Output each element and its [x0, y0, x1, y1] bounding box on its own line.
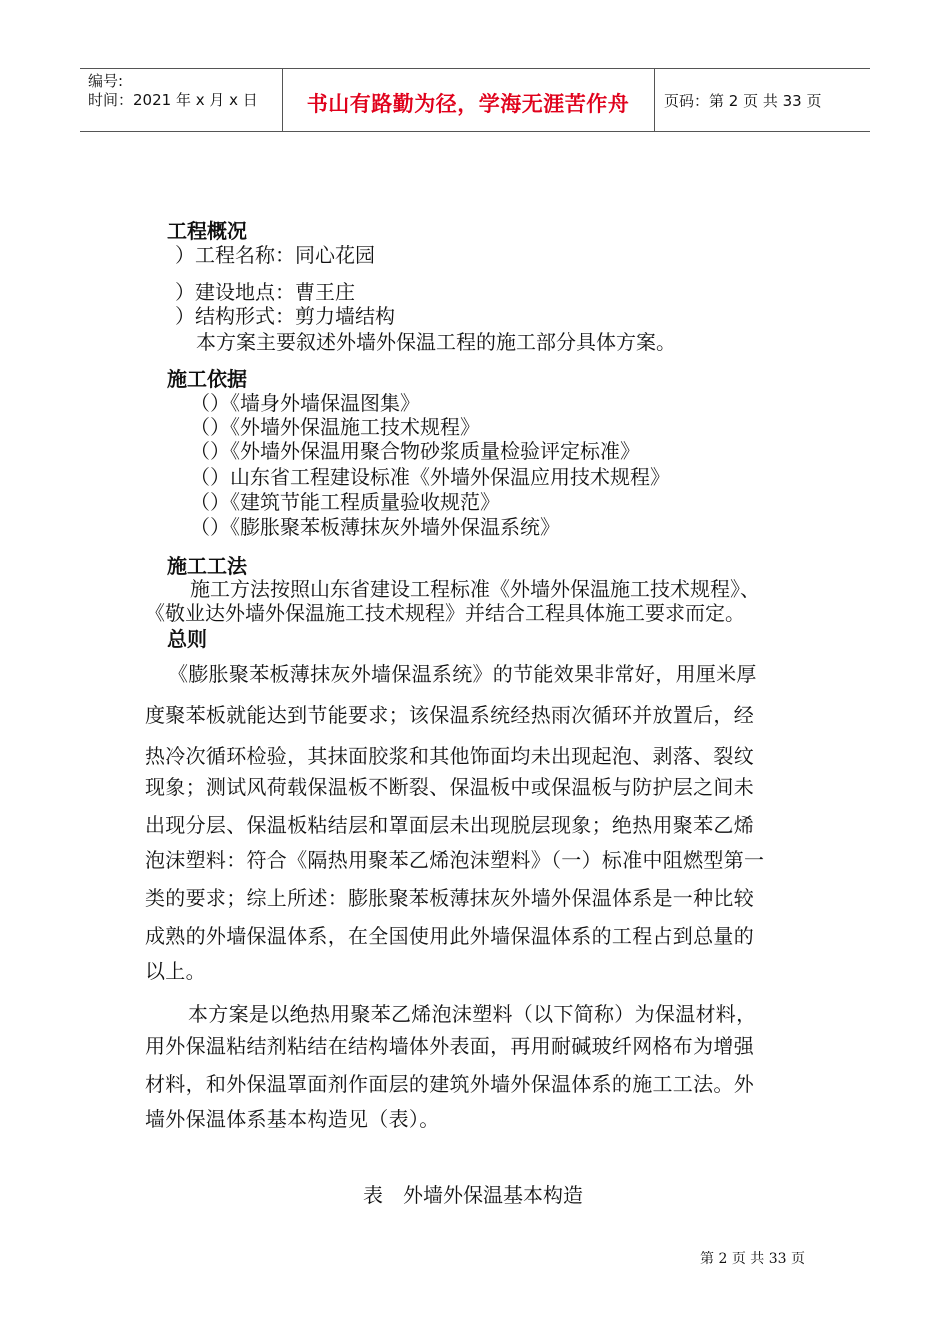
method-line: 施工方法按照山东省建设工程标准《外墙外保温施工技术规程》、	[190, 577, 760, 601]
general-paragraph-line: 本方案是以绝热用聚苯乙烯泡沫塑料（以下简称）为保温材料，	[188, 1002, 757, 1026]
basis-item: （）山东省工程建设标准《外墙外保温应用技术规程》	[190, 465, 670, 489]
general-paragraph-line: 出现分层、保温板粘结层和罩面层未出现脱层现象；绝热用聚苯乙烯	[145, 813, 754, 837]
basis-item: （）《膨胀聚苯板薄抹灰外墙外保温系统》	[190, 515, 560, 539]
overview-item: ）结构形式：剪力墙结构	[175, 304, 395, 328]
general-paragraph-line: 《膨胀聚苯板薄抹灰外墙保温系统》的节能效果非常好，用厘米厚	[168, 662, 757, 686]
basis-item: （）《外墙外保温用聚合物砂浆质量检验评定标准》	[190, 439, 640, 463]
section-title-basis: 施工依据	[167, 367, 247, 391]
basis-item: （）《外墙外保温施工技术规程》	[190, 415, 480, 439]
header-page-cell	[654, 69, 870, 131]
general-paragraph-line: 度聚苯板就能达到节能要求；该保温系统经热雨次循环并放置后，经	[145, 703, 754, 727]
overview-item: ）建设地点：曹王庄	[175, 280, 355, 304]
overview-summary: 本方案主要叙述外墙外保温工程的施工部分具体方案。	[196, 330, 676, 354]
general-paragraph-line: 材料，和外保温罩面剂作面层的建筑外墙外保温体系的施工工法。外	[145, 1072, 754, 1096]
general-paragraph-line: 成熟的外墙保温体系，在全国使用此外墙保温体系的工程占到总量的	[145, 924, 754, 948]
general-paragraph-line: 热冷次循环检验，其抹面胶浆和其他饰面均未出现起泡、剥落、裂纹	[145, 744, 754, 768]
basis-item: （）《建筑节能工程质量验收规范》	[190, 490, 500, 514]
section-title-general: 总则	[167, 627, 207, 651]
general-paragraph-line: 泡沫塑料：符合《隔热用聚苯乙烯泡沫塑料》（一）标准中阻燃型第一	[145, 848, 765, 872]
header-motto: 书山有路勤为径，学海无涯苦作舟	[306, 92, 630, 116]
method-line: 《敬业达外墙外保温施工技术规程》并结合工程具体施工要求而定。	[145, 601, 745, 625]
table-caption: 表 外墙外保温基本构造	[363, 1183, 583, 1207]
general-paragraph-line: 墙外保温体系基本构造见（表）。	[145, 1107, 440, 1131]
section-title-overview: 工程概况	[167, 219, 247, 243]
header-meta-cell	[80, 69, 283, 131]
general-paragraph-line: 以上。	[145, 959, 206, 983]
section-title-method: 施工工法	[167, 554, 247, 578]
header-motto-cell	[282, 69, 655, 131]
document-number-label: 编号:	[88, 72, 124, 90]
header-page-number: 页码：第 2 页 共 33 页	[664, 92, 822, 110]
document-date-label: 时间：2021 年 x 月 x 日	[88, 91, 258, 109]
general-paragraph-line: 现象；测试风荷载保温板不断裂、保温板中或保温板与防护层之间未	[145, 775, 754, 799]
general-paragraph-line: 类的要求；综上所述：膨胀聚苯板薄抹灰外墙外保温体系是一种比较	[145, 886, 754, 910]
basis-item: （）《墙身外墙保温图集》	[190, 391, 420, 415]
page-header	[80, 68, 870, 132]
overview-item: ）工程名称：同心花园	[175, 243, 375, 267]
general-paragraph-line: 用外保温粘结剂粘结在结构墙体外表面，再用耐碱玻纤网格布为增强	[145, 1034, 754, 1058]
footer-page-number: 第 2 页 共 33 页	[700, 1251, 805, 1267]
